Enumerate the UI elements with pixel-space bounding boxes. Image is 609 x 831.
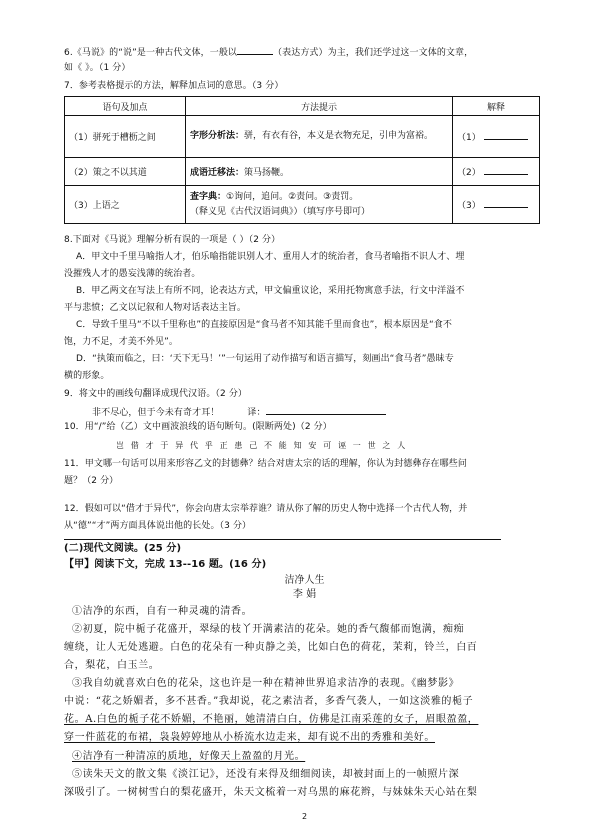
q11-line2: 题？（2 分）: [64, 476, 119, 486]
q12-line2: 从“德”“才”两方面具体说出他的长处。（3 分）: [64, 521, 252, 531]
q8-option-c-cont: 饱，力不足，才美不外见”。: [64, 337, 178, 347]
table-cell-hint: [186, 116, 453, 158]
paragraph-cont: 深吸引了。一树树雪白的梨花盛开，朱天文梳着一对乌黑的麻花辫，与妹妹朱天心站在梨: [64, 787, 478, 798]
paragraph-cont: 中说：“花之娇媚者，多不甚香。”我却说，花之素洁者，多香气袭人，一如这淡雅的栀子: [64, 696, 474, 707]
hint-method: 查字典：: [190, 191, 227, 202]
q8-option-d: D．“执策而临之，曰：‘天下无马！’”一句运用了动作描写和语言描写，刻画出“食马者”愚昧专: [76, 354, 454, 364]
underlined-sentence-cont: 穿一件蓝花的布裙，袅袅婷婷地从小桥流水边走来，却有说不出的秀雅和美好。: [64, 732, 435, 743]
q8-stem: 8.下面对《马说》理解分析有误的一项是（ ）（2 分）: [64, 235, 281, 245]
q6-blank[interactable]: [237, 45, 273, 55]
q8-option-b: B．甲乙两文在写法上有所不同，论表达方式，甲文偏重议论，采用托物寓意手法，行文中洋溢不: [76, 286, 465, 296]
q6-line2: 如《 》。（1 分）: [64, 63, 131, 73]
answer-label: （3）: [457, 201, 481, 211]
paragraph: ④洁净有一种清凉的质地，好像天上盈盈的月光。: [72, 751, 306, 762]
table-cell-answer: [453, 116, 540, 158]
hint-text: 骈，有衣有谷，本义是衣物充足，引申为富裕。: [244, 131, 434, 141]
table-header: 解释: [453, 97, 540, 116]
essay-author: 李 娟: [292, 589, 317, 600]
table-cell-hint: [186, 186, 453, 224]
table-header: 方法提示: [186, 97, 453, 116]
paragraph: ③我自幼就喜欢白色的花朵，这也许是一种在精神世界追求洁净的表现。《幽梦影》: [72, 678, 460, 689]
paragraph: ⑤读朱天文的散文集《淡江记》，还没有来得及细细阅读，却被封面上的一帧照片深: [72, 769, 460, 780]
q7-title: 7．参考表格提示的方法，解释加点词的意思。（3 分）: [64, 81, 284, 91]
table-cell-hint: [186, 158, 453, 186]
table-cell-answer: [453, 158, 540, 186]
q8-option-d-cont: 横的形象。: [64, 371, 110, 381]
hint-text: ①询问，追问。②责问。③责罚。: [226, 191, 359, 202]
q9-translate-label: 译：: [247, 408, 266, 418]
hint-note: （释义见《古代汉语词典》）（填写序号即可）: [190, 206, 371, 217]
q6-line1: [64, 45, 473, 59]
essay-title: 洁净人生: [284, 575, 325, 586]
q8-option-c: C．导致千里马“不以千里称也”的直接原因是“食马者不知其能千里而食也”，根本原因是“食不: [76, 320, 452, 330]
answer-label: （1）: [457, 133, 481, 143]
q6-text-a: 6.《马说》的“说”是一种古代文体，一般以: [64, 48, 238, 58]
table-row: [65, 186, 540, 224]
q8-option-a: A．甲文中千里马喻指人才，伯乐喻指能识别人才、重用人才的统治者，食马者喻指不识人才、埋: [76, 252, 465, 262]
paragraph: ②初夏，院中栀子花盛开，翠绿的枝丫开满素洁的花朵。她的香气馥郁而饱满，痴痴: [72, 624, 465, 635]
q9-quote: 非不尽心，但于今未有奇才耳！: [92, 408, 220, 418]
paragraph: ①洁净的东西，自有一种灵魂的清香。: [72, 606, 253, 617]
underlined-sentence: 花。A.白色的栀子花不娇媚，不艳丽，她清清白白，仿佛是江南采莲的女子，眉眼盈盈，: [64, 714, 479, 725]
q9-stem: 9．将文中的画线句翻译成现代汉语。（2 分）: [64, 389, 248, 399]
table-cell-sentence: （2）策之不以其道: [65, 158, 186, 186]
q6-text-b: （表达方式）为主，我们还学过这一文体的文章，: [273, 48, 474, 58]
hint-method: 字形分析法：: [190, 131, 245, 141]
q10-sentence: 岂借才于异代乎正患己不能知安可诬一世之人: [116, 441, 412, 450]
paragraph-cont: 合，梨花，白玉兰。: [64, 660, 160, 671]
table-row: [65, 158, 540, 186]
table-row: [65, 116, 540, 158]
q10-stem: 10．用“/”给（乙）文中画波浪线的语句断句。(限断两处)（2 分）: [64, 422, 332, 432]
q9-sentence: [92, 405, 386, 419]
answer-rule: [64, 539, 501, 540]
hint-text: 策马扬鞭。: [244, 168, 290, 178]
answer-blank[interactable]: [484, 166, 528, 175]
paragraph-cont: 缠绕，让人无处逃避。白色的花朵有一种贞静之美，比如白色的荷花，茉莉，铃兰，白百: [64, 642, 478, 653]
table-cell-sentence: （3）上语之: [65, 186, 186, 224]
answer-blank[interactable]: [484, 131, 528, 140]
table-cell-sentence: （1）骈死于槽枥之间: [65, 116, 186, 158]
q8-option-b-cont: 平与悲愤；乙文以记叙和人物对话表达主旨。: [64, 303, 247, 313]
table-header: 语句及加点: [65, 97, 186, 116]
section-title: (二)现代文阅读。(25 分): [64, 543, 182, 554]
section-subtitle: 【甲】阅读下文，完成 13--16 题。(16 分): [64, 559, 267, 570]
q8-option-a-cont: 没摧残人才的愚妄浅薄的统治者。: [64, 269, 201, 279]
hint-method: 成语迁移法：: [190, 168, 245, 178]
q11-line1: 11．甲文哪一句话可以用来形容乙文的封德彝？结合对唐太宗的话的理解，你认为封德彝存在哪些问: [64, 459, 467, 469]
table-cell-answer: [453, 186, 540, 224]
q12-line1: 12．假如可以“借才于异代”，你会向唐太宗举荐谁？请从你了解的历史人物中选择一个古代人物，并: [64, 504, 468, 514]
method-table: [64, 96, 540, 224]
page-number: 2: [301, 812, 308, 821]
answer-label: （2）: [457, 168, 481, 178]
answer-blank[interactable]: [484, 199, 528, 208]
q9-answer-blank[interactable]: [266, 405, 386, 415]
table-header-row: [65, 97, 540, 116]
